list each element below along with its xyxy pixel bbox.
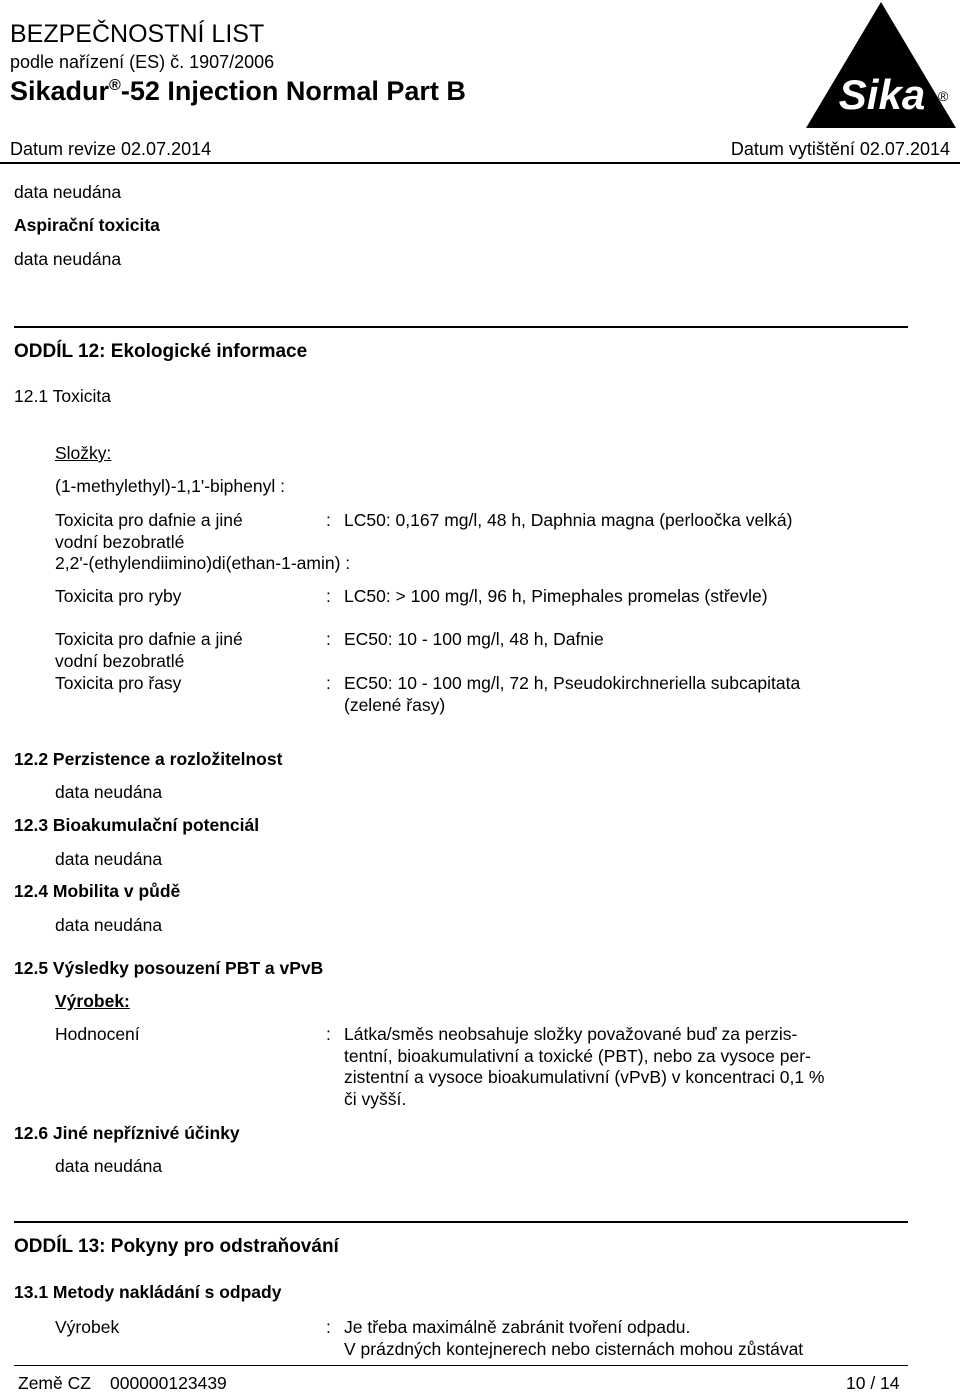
subsection-12-1-title: 12.1 Toxicita bbox=[14, 386, 111, 406]
svg-text:®: ® bbox=[938, 88, 949, 104]
footer-document-number: 000000123439 bbox=[110, 1373, 227, 1393]
subsection-13-1-title: 13.1 Metody nakládání s odpady bbox=[14, 1282, 282, 1302]
assessment-value: Látka/směs neobsahuje složky považované buď za perzis- tentní, bioakumulativní a toxické (PBT), nebo za vysoce per- zistentní a vysoce bioakumulativní (vPvB) v koncentraci 0,1 % či vyšší. bbox=[344, 1024, 825, 1109]
no-data-text: data neudána bbox=[55, 915, 163, 935]
subsection-12-5-title: 12.5 Výsledky posouzení PBT a vPvB bbox=[14, 958, 324, 978]
separator: : bbox=[326, 586, 331, 606]
components-heading: Složky: bbox=[55, 443, 112, 463]
svg-text:Sika: Sika bbox=[838, 71, 926, 118]
product-name: Sikadur®-52 Injection Normal Part B bbox=[10, 76, 466, 106]
property-value: EC50: 10 - 100 mg/l, 72 h, Pseudokirchneriella subcapitata (zelené řasy) bbox=[344, 673, 801, 715]
separator: : bbox=[326, 673, 331, 693]
property-label: Hodnocení bbox=[55, 1024, 140, 1044]
subsection-12-6-title: 12.6 Jiné nepříznivé účinky bbox=[14, 1123, 240, 1143]
no-data-text: data neudána bbox=[55, 1156, 163, 1176]
property-value: EC50: 10 - 100 mg/l, 48 h, Dafnie bbox=[344, 629, 604, 649]
disposal-value: Je třeba maximálně zabránit tvoření odpadu. V prázdných kontejnerech nebo cisternách mohou zůstávat bbox=[344, 1317, 804, 1359]
separator: : bbox=[326, 1317, 331, 1337]
header-divider bbox=[0, 162, 960, 164]
no-data-text: data neudána bbox=[55, 782, 163, 802]
no-data-text: data neudána bbox=[14, 249, 122, 269]
separator: : bbox=[326, 510, 331, 530]
regulation-reference: podle nařízení (ES) č. 1907/2006 bbox=[10, 52, 275, 72]
property-label: Toxicita pro dafnie a jiné vodní bezobratlé bbox=[55, 629, 243, 671]
separator: : bbox=[326, 629, 331, 649]
section-13-title: ODDÍL 13: Pokyny pro odstraňování bbox=[14, 1236, 339, 1257]
subsection-12-2-title: 12.2 Perzistence a rozložitelnost bbox=[14, 749, 283, 769]
property-label: Toxicita pro dafnie a jiné vodní bezobratlé bbox=[55, 510, 243, 552]
section-12-title: ODDÍL 12: Ekologické informace bbox=[14, 341, 308, 362]
property-label: Výrobek bbox=[55, 1317, 120, 1337]
no-data-text: data neudána bbox=[55, 849, 163, 869]
property-value: LC50: > 100 mg/l, 96 h, Pimephales promelas (střevle) bbox=[344, 586, 768, 606]
sika-logo bbox=[806, 2, 956, 130]
subsection-12-4-title: 12.4 Mobilita v půdě bbox=[14, 881, 181, 901]
separator: : bbox=[326, 1024, 331, 1044]
page-number: 10 / 14 bbox=[846, 1373, 900, 1393]
footer-country: Země CZ bbox=[18, 1373, 91, 1393]
aspiration-toxicity-heading: Aspirační toxicita bbox=[14, 215, 160, 235]
revision-date: Datum revize 02.07.2014 bbox=[10, 139, 212, 159]
subsection-12-3-title: 12.3 Bioakumulační potenciál bbox=[14, 815, 260, 835]
component-name: (1-methylethyl)-1,1'-biphenyl : bbox=[55, 476, 285, 496]
property-value: LC50: 0,167 mg/l, 48 h, Daphnia magna (perloočka velká) bbox=[344, 510, 793, 530]
print-date: Datum vytištění 02.07.2014 bbox=[730, 139, 950, 159]
product-heading: Výrobek: bbox=[55, 991, 130, 1011]
property-label: Toxicita pro ryby bbox=[55, 586, 182, 606]
footer-divider bbox=[14, 1365, 908, 1366]
no-data-text: data neudána bbox=[14, 182, 122, 202]
section-divider bbox=[14, 326, 908, 328]
section-divider bbox=[14, 1221, 908, 1223]
property-label: Toxicita pro řasy bbox=[55, 673, 182, 693]
document-type: BEZPEČNOSTNÍ LIST bbox=[10, 20, 265, 48]
component-name: 2,2'-(ethylendiimino)di(ethan-1-amin) : bbox=[55, 553, 351, 573]
